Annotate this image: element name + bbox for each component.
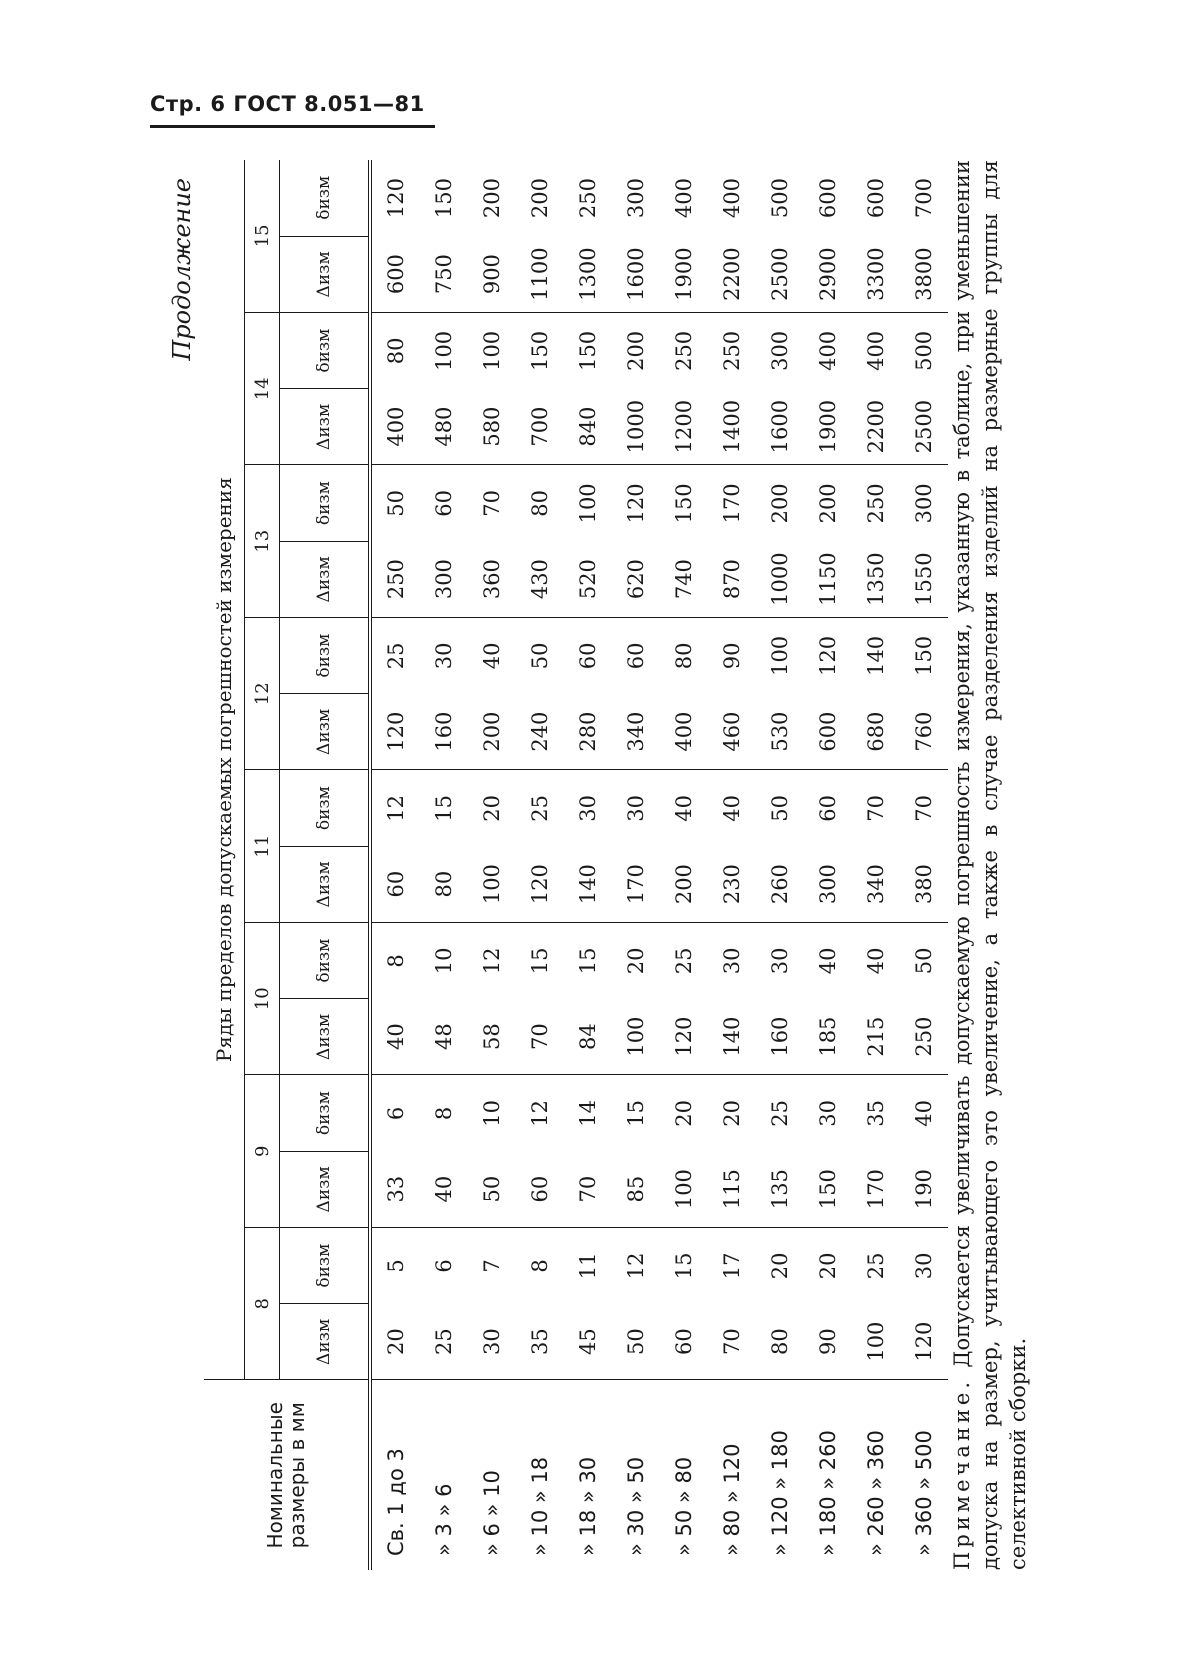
value-cell: 120 <box>660 999 708 1075</box>
value-cell: 1600 <box>756 389 804 465</box>
value-cell: 1200 <box>660 389 708 465</box>
table-row <box>660 160 708 1570</box>
value-cell: 500 <box>768 177 792 219</box>
value-cell: 190 <box>900 1151 948 1227</box>
value-cell: 100 <box>864 1321 888 1362</box>
value-cell: 60 <box>576 642 600 670</box>
value-cell: 400 <box>864 330 888 371</box>
size-range-cell: » 260 » 360 <box>852 1380 900 1570</box>
size-range-cell: » 360 » 500 <box>900 1380 948 1570</box>
value-cell: 7 <box>480 1259 504 1273</box>
value-cell: 750 <box>420 236 468 312</box>
series-number: 12 <box>245 618 280 771</box>
value-cell: 60 <box>372 846 420 922</box>
value-cell: 740 <box>660 541 708 617</box>
value-cell: 25 <box>528 795 552 822</box>
value-cell: 170 <box>852 1151 900 1227</box>
value-cell: 40 <box>912 1100 936 1127</box>
value-cell: 700 <box>912 177 936 219</box>
value-cell: 200 <box>624 330 648 371</box>
value-cell: 200 <box>768 483 792 524</box>
value-cell: 2900 <box>804 236 852 312</box>
value-cell: 60 <box>816 795 840 822</box>
value-cell: 200 <box>816 483 840 524</box>
small-delta-izm-label: δизм <box>280 618 371 694</box>
value-cell: 80 <box>384 337 408 365</box>
value-cell: 1600 <box>612 236 660 312</box>
value-cell: 60 <box>432 490 456 517</box>
value-cell: 50 <box>768 795 792 822</box>
value-cell: 400 <box>672 177 696 219</box>
value-cell: 60 <box>672 1328 696 1355</box>
value-cell: 2500 <box>756 236 804 312</box>
value-cell: 840 <box>564 389 612 465</box>
value-cell: 400 <box>372 389 420 465</box>
value-cell: 680 <box>852 694 900 770</box>
value-cell: 70 <box>912 795 936 822</box>
size-range-cell: Св. 1 до 3 <box>372 1380 420 1570</box>
value-cell: 30 <box>432 642 456 670</box>
value-cell: 40 <box>720 795 744 822</box>
value-cell: 14 <box>576 1100 600 1127</box>
value-cell: 35 <box>864 1100 888 1127</box>
small-delta-izm-label: δизм <box>280 770 371 846</box>
value-cell: 80 <box>420 846 468 922</box>
value-cell: 600 <box>864 177 888 219</box>
size-range-cell: » 18 » 30 <box>564 1380 612 1570</box>
value-cell: 40 <box>372 999 420 1075</box>
value-cell: 185 <box>804 999 852 1075</box>
value-cell: 40 <box>672 795 696 822</box>
value-cell: 430 <box>516 541 564 617</box>
value-cell: 25 <box>768 1100 792 1127</box>
series-number: 11 <box>245 770 280 923</box>
value-cell: 5 <box>384 1259 408 1273</box>
value-cell: 30 <box>480 1328 504 1355</box>
value-cell: 1900 <box>804 389 852 465</box>
value-cell: 30 <box>768 947 792 975</box>
value-cell: 170 <box>612 846 660 922</box>
value-cell: 1000 <box>756 541 804 617</box>
size-range-cell: » 30 » 50 <box>612 1380 660 1570</box>
table-row <box>708 160 756 1570</box>
size-range-cell: » 10 » 18 <box>516 1380 564 1570</box>
delta-izm-label: Δизм <box>280 999 371 1075</box>
value-cell: 100 <box>768 635 792 676</box>
value-cell: 300 <box>624 177 648 219</box>
value-cell: 12 <box>384 795 408 822</box>
table-row <box>756 160 804 1570</box>
value-cell: 100 <box>480 330 504 371</box>
rotated-table-block <box>170 160 1030 1570</box>
value-cell: 30 <box>816 1100 840 1127</box>
value-cell: 20 <box>816 1252 840 1280</box>
value-cell: 360 <box>468 541 516 617</box>
delta-izm-label: Δизм <box>280 846 371 922</box>
value-cell: 150 <box>804 1151 852 1227</box>
table-row <box>900 160 948 1570</box>
value-cell: 17 <box>720 1252 744 1280</box>
value-cell: 140 <box>708 999 756 1075</box>
value-cell: 120 <box>912 1321 936 1362</box>
value-cell: 250 <box>720 330 744 371</box>
value-cell: 15 <box>528 947 552 975</box>
value-cell: 2500 <box>900 389 948 465</box>
small-delta-izm-label: δизм <box>280 1075 371 1151</box>
value-cell: 120 <box>624 483 648 524</box>
value-cell: 150 <box>576 330 600 371</box>
table-row <box>516 160 564 1570</box>
size-range-cell: » 3 » 6 <box>420 1380 468 1570</box>
value-cell: 150 <box>432 177 456 219</box>
delta-izm-label: Δизм <box>280 694 371 770</box>
value-cell: 280 <box>564 694 612 770</box>
value-cell: 90 <box>816 1328 840 1355</box>
value-cell: 460 <box>708 694 756 770</box>
value-cell: 15 <box>432 795 456 822</box>
value-cell: 1100 <box>516 236 564 312</box>
value-cell: 140 <box>864 635 888 676</box>
value-cell: 300 <box>420 541 468 617</box>
size-range-cell: » 50 » 80 <box>660 1380 708 1570</box>
value-cell: 25 <box>384 642 408 670</box>
series-group-header: Ряды пределов допускаемых погрешностей измерения <box>204 160 245 1380</box>
value-cell: 90 <box>720 642 744 670</box>
value-cell: 25 <box>432 1328 456 1355</box>
nominal-sizes-header: Номинальные размеры в мм <box>204 1380 370 1570</box>
value-cell: 520 <box>564 541 612 617</box>
value-cell: 530 <box>756 694 804 770</box>
value-cell: 260 <box>756 846 804 922</box>
value-cell: 340 <box>852 846 900 922</box>
value-cell: 33 <box>372 1151 420 1227</box>
table-row <box>852 160 900 1570</box>
value-cell: 12 <box>480 947 504 975</box>
value-cell: 150 <box>672 483 696 524</box>
value-cell: 20 <box>480 795 504 822</box>
table-row <box>468 160 516 1570</box>
table-row <box>804 160 852 1570</box>
value-cell: 30 <box>720 947 744 975</box>
value-cell: 80 <box>672 642 696 670</box>
value-cell: 150 <box>528 330 552 371</box>
table-row <box>420 160 468 1570</box>
size-range-cell: » 120 » 180 <box>756 1380 804 1570</box>
delta-izm-label: Δизм <box>280 389 371 465</box>
value-cell: 50 <box>912 947 936 975</box>
size-range-cell: » 80 » 120 <box>708 1380 756 1570</box>
value-cell: 6 <box>432 1259 456 1273</box>
value-cell: 240 <box>516 694 564 770</box>
value-cell: 250 <box>900 999 948 1075</box>
value-cell: 70 <box>480 490 504 517</box>
value-cell: 40 <box>816 947 840 975</box>
value-cell: 15 <box>672 1252 696 1280</box>
note <box>948 160 1032 1570</box>
value-cell: 70 <box>720 1328 744 1355</box>
value-cell: 20 <box>384 1328 408 1355</box>
value-cell: 700 <box>516 389 564 465</box>
value-cell: 600 <box>816 177 840 219</box>
value-cell: 140 <box>564 846 612 922</box>
value-cell: 135 <box>756 1151 804 1227</box>
value-cell: 35 <box>528 1328 552 1355</box>
delta-izm-label: Δизм <box>280 1151 371 1227</box>
value-cell: 160 <box>420 694 468 770</box>
value-cell: 200 <box>480 177 504 219</box>
value-cell: 15 <box>624 1100 648 1127</box>
value-cell: 200 <box>528 177 552 219</box>
value-cell: 200 <box>660 846 708 922</box>
small-delta-izm-label: δизм <box>280 160 371 236</box>
value-cell: 11 <box>576 1252 600 1280</box>
value-cell: 150 <box>912 635 936 676</box>
value-cell: 70 <box>564 1151 612 1227</box>
value-cell: 300 <box>768 330 792 371</box>
value-cell: 200 <box>468 694 516 770</box>
value-cell: 30 <box>576 795 600 822</box>
value-cell: 170 <box>720 483 744 524</box>
value-cell: 30 <box>912 1252 936 1280</box>
sub-label-row <box>280 160 371 1570</box>
small-delta-izm-label: δизм <box>280 313 371 389</box>
series-number: 9 <box>245 1075 280 1228</box>
value-cell: 120 <box>816 635 840 676</box>
value-cell: 760 <box>900 694 948 770</box>
value-cell: 100 <box>468 846 516 922</box>
value-cell: 2200 <box>852 389 900 465</box>
series-number: 15 <box>245 160 280 313</box>
delta-izm-label: Δизм <box>280 541 371 617</box>
value-cell: 600 <box>804 694 852 770</box>
series-number: 14 <box>245 313 280 466</box>
value-cell: 6 <box>384 1106 408 1121</box>
value-cell: 600 <box>372 236 420 312</box>
value-cell: 50 <box>528 642 552 670</box>
value-cell: 500 <box>912 330 936 371</box>
value-cell: 400 <box>816 330 840 371</box>
value-cell: 3300 <box>852 236 900 312</box>
value-cell: 70 <box>516 999 564 1075</box>
value-cell: 48 <box>420 999 468 1075</box>
tolerance-table <box>204 160 948 1570</box>
size-range-cell: » 6 » 10 <box>468 1380 516 1570</box>
value-cell: 60 <box>516 1151 564 1227</box>
value-cell: 160 <box>756 999 804 1075</box>
value-cell: 380 <box>900 846 948 922</box>
value-cell: 870 <box>708 541 756 617</box>
value-cell: 480 <box>420 389 468 465</box>
series-number-row <box>245 160 280 1570</box>
value-cell: 10 <box>480 1100 504 1127</box>
value-cell: 8 <box>384 954 408 968</box>
value-cell: 30 <box>624 795 648 822</box>
value-cell: 40 <box>864 947 888 975</box>
value-cell: 100 <box>432 330 456 371</box>
table-row <box>564 160 612 1570</box>
delta-izm-label: Δизм <box>280 236 371 312</box>
page-header: Стр. 6 ГОСТ 8.051—81 <box>150 92 425 116</box>
value-cell: 12 <box>624 1252 648 1280</box>
value-cell: 300 <box>912 483 936 524</box>
small-delta-izm-label: δизм <box>280 465 371 541</box>
series-number: 10 <box>245 923 280 1076</box>
value-cell: 1350 <box>852 541 900 617</box>
value-cell: 100 <box>612 999 660 1075</box>
value-cell: 50 <box>384 490 408 517</box>
value-cell: 45 <box>576 1328 600 1355</box>
value-cell: 80 <box>528 490 552 517</box>
value-cell: 85 <box>612 1151 660 1227</box>
value-cell: 50 <box>624 1328 648 1355</box>
value-cell: 620 <box>612 541 660 617</box>
value-cell: 115 <box>708 1151 756 1227</box>
value-cell: 50 <box>468 1151 516 1227</box>
value-cell: 340 <box>612 694 660 770</box>
value-cell: 20 <box>624 947 648 975</box>
value-cell: 1550 <box>900 541 948 617</box>
table-row <box>612 160 660 1570</box>
size-range-cell: » 180 » 260 <box>804 1380 852 1570</box>
delta-izm-label: Δизм <box>314 1318 334 1365</box>
header-rule <box>150 125 435 128</box>
value-cell: 1150 <box>804 541 852 617</box>
value-cell: 10 <box>432 947 456 975</box>
table-body <box>370 160 948 1570</box>
value-cell: 120 <box>516 846 564 922</box>
value-cell: 58 <box>468 999 516 1075</box>
value-cell: 8 <box>432 1106 456 1121</box>
value-cell: 25 <box>672 947 696 975</box>
value-cell: 15 <box>576 947 600 975</box>
value-cell: 40 <box>420 1151 468 1227</box>
value-cell: 60 <box>624 642 648 670</box>
value-cell: 100 <box>660 1151 708 1227</box>
value-cell: 900 <box>468 236 516 312</box>
value-cell: 215 <box>852 999 900 1075</box>
series-number: 8 <box>245 1228 280 1381</box>
value-cell: 1300 <box>564 236 612 312</box>
value-cell: 25 <box>864 1252 888 1280</box>
value-cell: 8 <box>528 1259 552 1273</box>
value-cell: 12 <box>528 1100 552 1127</box>
value-cell: 120 <box>372 694 420 770</box>
value-cell: 20 <box>672 1100 696 1127</box>
value-cell: 100 <box>576 483 600 524</box>
value-cell: 250 <box>576 177 600 219</box>
value-cell: 400 <box>720 177 744 219</box>
value-cell: 40 <box>480 642 504 670</box>
value-cell: 84 <box>564 999 612 1075</box>
table-row <box>372 160 420 1570</box>
value-cell: 20 <box>768 1252 792 1280</box>
value-cell: 250 <box>672 330 696 371</box>
series-number: 13 <box>245 465 280 618</box>
value-cell: 20 <box>720 1100 744 1127</box>
value-cell: 580 <box>468 389 516 465</box>
small-delta-izm-label: δизм <box>280 1228 371 1304</box>
note-text: Допускается увеличивать допускаемую погрешность измерения, указанную в таблице, при уменьшении допуска на размер, учитывающего это увеличение, а также в случае разделения изделий на размерные группы для селективной сборки. <box>950 159 1030 1570</box>
continuation-label: Продолжение <box>168 178 196 361</box>
value-cell: 1000 <box>612 389 660 465</box>
value-cell: 1400 <box>708 389 756 465</box>
value-cell: 250 <box>372 541 420 617</box>
value-cell: 230 <box>708 846 756 922</box>
value-cell: 120 <box>384 177 408 219</box>
value-cell: 250 <box>864 483 888 524</box>
value-cell: 300 <box>804 846 852 922</box>
value-cell: 80 <box>768 1328 792 1355</box>
value-cell: 70 <box>864 795 888 822</box>
small-delta-izm-label: δизм <box>280 923 371 999</box>
value-cell: 1900 <box>660 236 708 312</box>
note-label: Примечание. <box>950 1377 974 1570</box>
value-cell: 3800 <box>900 236 948 312</box>
value-cell: 2200 <box>708 236 756 312</box>
value-cell: 400 <box>660 694 708 770</box>
